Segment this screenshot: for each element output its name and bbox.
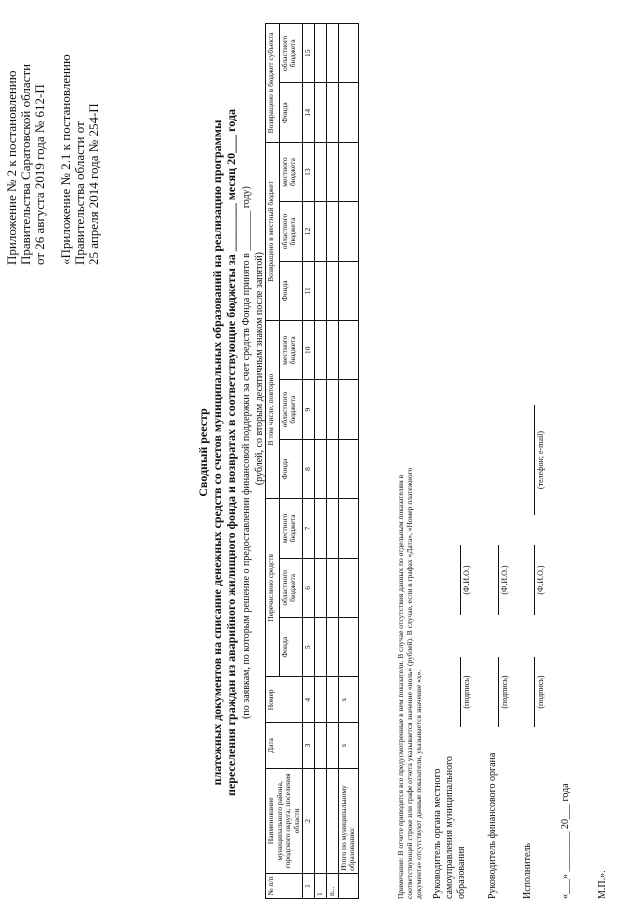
table-cell [338,499,358,558]
units-note: (рублей, со вторым десятичным знаком после запятой) [254,252,265,486]
col-number: 5 [303,618,315,677]
fio-caption: (Ф.И.О.) [462,565,471,595]
appendix-line: Приложение № 2 к постановлению [4,70,19,265]
x-mark: x [338,677,358,723]
table-cell [314,499,326,558]
col-number: 7 [303,499,315,558]
sign-line [460,657,461,727]
table-header-row [266,24,280,899]
table-cell [326,618,338,677]
col-header: Наименование муниципального района, городского округа, поселения области [266,768,303,873]
total-label: Итого по муниципальному образованию: [338,768,358,873]
col-header: Дата [266,723,303,769]
col-number: 14 [303,83,315,142]
col-header: Возвращено в бюджет субъекта [266,24,280,143]
col-number: 11 [303,261,315,320]
table-row [326,24,338,899]
col-header: Номер [266,677,303,723]
appendix-old-line: «Приложение № 2.1 к постановлению [58,54,73,265]
table-cell [314,768,326,873]
fio-caption: (Ф.И.О.) [536,565,545,595]
col-subheader: областного бюджета [279,380,303,439]
table-cell [326,142,338,201]
table-cell [338,24,358,83]
appendix-line: Правительства Саратовской области [18,63,33,265]
sign-line [498,657,499,727]
col-subheader: областного бюджета [279,24,303,83]
table-cell [314,558,326,617]
signer-head-local: Руководитель органа местного самоуправления муниципального образования [432,756,467,899]
table-cell [314,723,326,769]
table-cell [314,618,326,677]
col-number: 12 [303,202,315,261]
table-cell [326,558,338,617]
fio-line [534,545,535,615]
sign-caption: (подпись) [500,675,509,709]
col-subheader: областного бюджета [279,558,303,617]
phone-caption: (телефон; e-mail) [536,430,545,490]
table-cell [338,142,358,201]
table-cell [338,380,358,439]
table-cell [338,873,358,898]
table-cell [338,261,358,320]
table-cell [326,723,338,769]
stamp-mark: М.П.». [597,870,608,899]
x-mark: x [338,723,358,769]
table-cell [326,261,338,320]
col-header: Перечислено средств [266,499,280,677]
fio-line [460,545,461,615]
table-row [314,24,326,899]
col-number: 8 [303,439,315,498]
col-number: 10 [303,321,315,380]
table-cell [314,677,326,723]
phone-line [534,405,535,515]
sign-line [534,657,535,727]
table-cell [338,83,358,142]
table-cell [338,558,358,617]
table-cell [326,677,338,723]
col-subheader: местного бюджета [279,321,303,380]
appendix-old-line: Правительства области от [72,121,87,265]
col-header: В том числе, повторно [266,321,280,499]
date-line: «___» ________ 20___ года [560,783,571,899]
col-number: 6 [303,558,315,617]
note: Примечание: В отчете приводятся все предусмотренные в нем показатели. В случае отсутствия данных по отдельным показателям в соответствующей строке или графе отчета указывается значение «ноль» (рублей). В случае, если в графах «Дата», «Номер платежного документа» отсутствуют данные показатели, указывается значение «х». [396,467,423,899]
table-cell [326,439,338,498]
table-total-row [338,24,358,899]
table-cell [326,24,338,83]
sign-caption: (подпись) [536,675,545,709]
doc-title-line: платежных документов на списание денежных средств со счетов муниципальных образований на реализацию программы [210,119,224,786]
appendix-line: от 26 августа 2019 года № 612-П [32,84,47,265]
col-header: Возвращено в местный бюджет [266,142,280,320]
col-number: 15 [303,24,315,83]
appendix-old-line: 25 апреля 2014 года № 254-П [86,103,101,265]
col-subheader: Фонда [279,439,303,498]
col-number: 2 [303,768,315,873]
table-cell [338,439,358,498]
col-number: 1 [303,873,315,898]
col-number: 9 [303,380,315,439]
table-cell [326,321,338,380]
fio-line [498,545,499,615]
row-label: n... [326,873,338,898]
table-cell [326,83,338,142]
col-header: № п/п [266,873,303,898]
table-cell [314,202,326,261]
col-subheader: Фонда [279,261,303,320]
col-subheader: местного бюджета [279,142,303,201]
doc-subtitle: (по заявкам, по которым решение о предоставлении финансовой поддержки за счет средств Фонда принято в ________ году) [241,186,252,719]
table-cell [314,142,326,201]
doc-title-line: переселения граждан из аварийного жилищного фонда и возвратах в соответствующие бюджеты за ________ месяц 20___ года [224,109,238,796]
col-number: 13 [303,142,315,201]
table-cell [314,261,326,320]
table-cell [326,380,338,439]
title-block [196,0,265,905]
sign-caption: (подпись) [462,675,471,709]
table-cell [314,380,326,439]
signer-executor: Исполнитель [522,843,533,899]
table-cell [314,83,326,142]
row-label: 1 [314,873,326,898]
col-number: 3 [303,723,315,769]
table-cell [326,202,338,261]
table-cell [314,439,326,498]
col-number: 4 [303,677,315,723]
table-cell [338,321,358,380]
col-number-row [303,24,315,899]
col-subheader: областного бюджета [279,202,303,261]
appendix-header [5,54,101,265]
signer-head-fin: Руководитель финансового органа [487,752,498,899]
col-subheader: Фонда [279,83,303,142]
fio-caption: (Ф.И.О.) [500,565,509,595]
col-subheader: Фонда [279,618,303,677]
register-table [265,23,359,899]
table-cell [314,24,326,83]
table-cell [338,202,358,261]
doc-title: Сводный реестр [196,408,210,497]
table-cell [326,768,338,873]
table-cell [314,321,326,380]
table-cell [338,618,358,677]
table-cell [326,499,338,558]
col-subheader: местного бюджета [279,499,303,558]
